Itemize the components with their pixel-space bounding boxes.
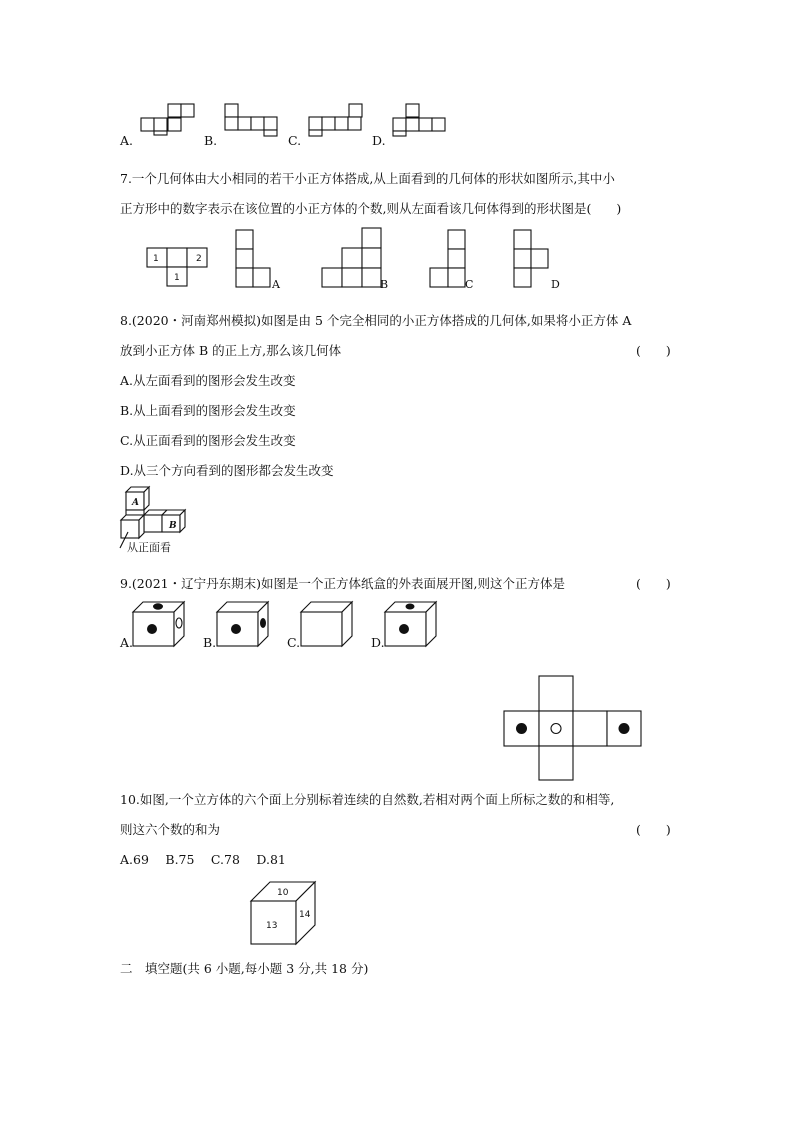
q8-front-view-label: 从正面看 [127,541,171,554]
q7-option-b-view[interactable] [322,228,382,290]
q8-option-a[interactable]: A.从左面看到的图形会发生改变 [120,373,296,388]
q7-line2: 正方形中的数字表示在该位置的小正方体的个数,则从左面看该几何体得到的形状图是( ) [120,201,622,216]
q9-cube-a[interactable] [133,602,189,648]
q10-line1: 10.如图,一个立方体的六个面上分别标着连续的自然数,若相对两个面上所标之数的和相等, [120,792,615,807]
q6-option-c-label[interactable]: C. [288,133,302,148]
q9-line1: 9.(2021・辽宁丹东期末)如图是一个正方体纸盒的外表面展开图,则这个正方体是 [120,576,565,591]
q8-cube-a-label: A [132,498,139,508]
q9-cube-d[interactable] [385,602,441,648]
q9-answer-paren: ( ) [636,576,671,591]
q10-cube-top-number: 10 [277,888,289,898]
q10-cube-front-number: 13 [266,921,278,931]
section-2-title: 二 填空题(共 6 小题,每小题 3 分,共 18 分) [120,961,369,976]
q6-net-d [393,104,449,136]
q6-net-b [225,104,281,136]
q7-option-a-label[interactable]: A [272,278,280,291]
q8-option-b[interactable]: B.从上面看到的图形会发生改变 [120,403,296,418]
q6-net-c [309,104,365,136]
q10-cube [251,882,321,948]
q9-cube-c[interactable] [301,602,357,648]
q7-option-d-label[interactable]: D [551,278,560,291]
q8-line2: 放到小正方体 B 的正上方,那么该几何体 [120,343,342,358]
q9-option-c-label[interactable]: C. [287,635,301,650]
q9-cube-b[interactable] [217,602,273,648]
q6-option-d-label[interactable]: D. [372,133,386,148]
q9-option-b-label[interactable]: B. [203,635,217,650]
q10-cube-right-number: 14 [299,910,311,920]
q7-line1: 7.一个几何体由大小相同的若干小正方体搭成,从上面看到的几何体的形状如图所示,其中小 [120,171,615,186]
q7-option-a-view[interactable] [236,230,276,290]
q9-option-d-label[interactable]: D. [371,635,385,650]
q7-option-d-view[interactable] [514,230,554,290]
q7-option-c-label[interactable]: C [465,278,474,291]
q10-line2: 则这六个数的和为 [120,822,221,837]
q10-options[interactable]: A.69 B.75 C.78 D.81 [120,852,286,867]
q6-option-b-label[interactable]: B. [204,133,218,148]
q7-top-num-2: 2 [196,254,202,264]
q7-option-c-view[interactable] [430,230,470,290]
q7-top-view [147,248,211,290]
q8-option-d[interactable]: D.从三个方向看到的图形都会发生改变 [120,463,334,478]
q7-option-b-label[interactable]: B [380,278,389,291]
q8-answer-paren: ( ) [636,343,671,358]
q8-option-c[interactable]: C.从正面看到的图形会发生改变 [120,433,296,448]
q6-option-a-label[interactable]: A. [120,133,134,148]
q8-line1: 8.(2020・河南郑州模拟)如图是由 5 个完全相同的小正方体搭成的几何体,如果将小正方体 A [120,313,632,328]
q7-top-num-3: 1 [174,273,180,283]
q6-net-a [141,104,197,136]
q7-top-num-1: 1 [153,254,159,264]
q9-cube-net [504,676,644,782]
q8-cube-b-label: B [169,521,177,531]
q10-answer-paren: ( ) [636,822,671,837]
q9-option-a-label[interactable]: A. [120,635,134,650]
